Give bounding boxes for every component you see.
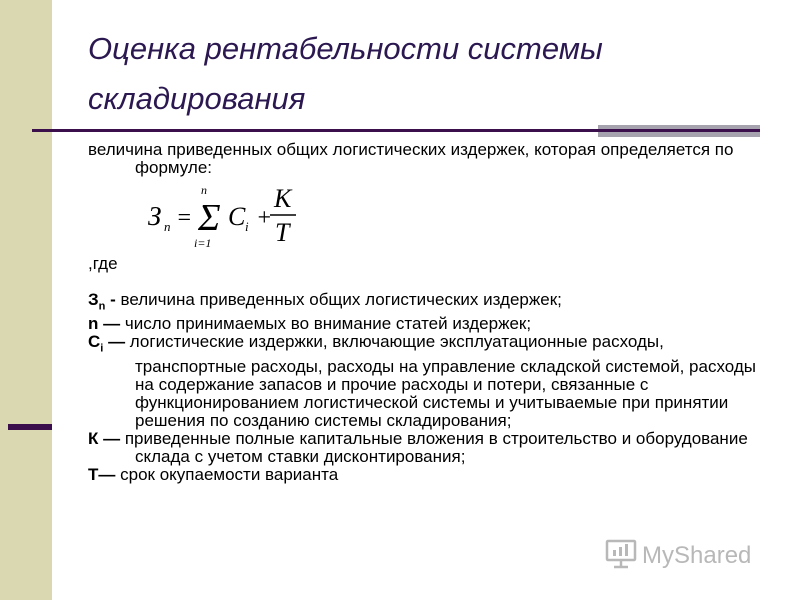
- formula-sum-lower: i=1: [194, 236, 212, 250]
- definition-symbol-sub: n: [98, 300, 106, 313]
- formula-lhs: З: [148, 201, 162, 231]
- formula-term-sub: i: [245, 219, 249, 234]
- slide-title: Оценка рентабельности системы складирования: [88, 31, 603, 116]
- definition-text: срок окупаемости варианта: [120, 464, 339, 484]
- definition-dash: —: [103, 332, 130, 352]
- formula-term: C: [228, 202, 246, 231]
- myshared-logo[interactable]: [604, 538, 764, 570]
- definition-text: величина приведенных общих логистических издержек;: [120, 290, 562, 309]
- definition-dash: —: [98, 314, 125, 334]
- definition-symbol: К: [88, 428, 99, 448]
- formula-numerator: K: [274, 184, 292, 213]
- left-decorative-bar: [0, 0, 52, 600]
- presentation-board-icon: [607, 541, 635, 567]
- logo-svg: [604, 538, 764, 570]
- logo-text: MyShared: [642, 542, 752, 569]
- definition-symbol: З: [88, 290, 99, 309]
- spacer: [88, 273, 768, 291]
- definition-dash: —: [98, 428, 125, 448]
- definition-item: [88, 430, 768, 466]
- definition-symbol: n: [88, 314, 99, 334]
- definition-item: [88, 315, 768, 333]
- definition-symbol: C: [88, 332, 101, 352]
- left-bar-accent: [8, 424, 52, 430]
- cost-formula: [142, 179, 768, 251]
- title-rule: [32, 129, 760, 132]
- intro-paragraph: [88, 141, 768, 177]
- formula-lhs-sub: n: [164, 219, 171, 234]
- definition-item: [88, 333, 768, 429]
- definition-text: приведенные полные капитальные вложения в строительство и оборудование склада с учетом ставки дисконтирования;: [124, 428, 748, 466]
- definition-item: [88, 466, 768, 484]
- definition-item: [88, 291, 768, 315]
- definition-text: логистические издержки, включающие эксплуатационные расходы, транспортные расходы, расходы на управление складской системой, расходы на содержание запасов и прочие расходы и потери, связанные с функционированием логистической системы и учитываемые при принятии решения по созданию системы складирования;: [129, 332, 756, 430]
- intro-line-1: величина приведенных общих логистических издержек, которая: [88, 140, 596, 159]
- definition-dash: —: [98, 464, 121, 484]
- definitions-list: [88, 291, 768, 484]
- definition-text: число принимаемых во внимание статей издержек;: [124, 314, 532, 334]
- where-label: ,где: [88, 254, 118, 273]
- sigma-icon: Σ: [198, 197, 221, 239]
- definition-dash: -: [105, 290, 121, 309]
- intro-line-2: определяется по формуле:: [135, 140, 734, 177]
- formula-plus: +: [256, 205, 273, 231]
- formula-svg: [142, 179, 342, 251]
- formula-equals: =: [176, 205, 193, 231]
- definition-symbol-sub: i: [100, 342, 104, 355]
- definition-symbol: Т: [88, 464, 99, 484]
- formula-denominator: T: [275, 218, 290, 247]
- slide-body: [88, 141, 768, 484]
- formula-sum-upper: n: [201, 183, 207, 197]
